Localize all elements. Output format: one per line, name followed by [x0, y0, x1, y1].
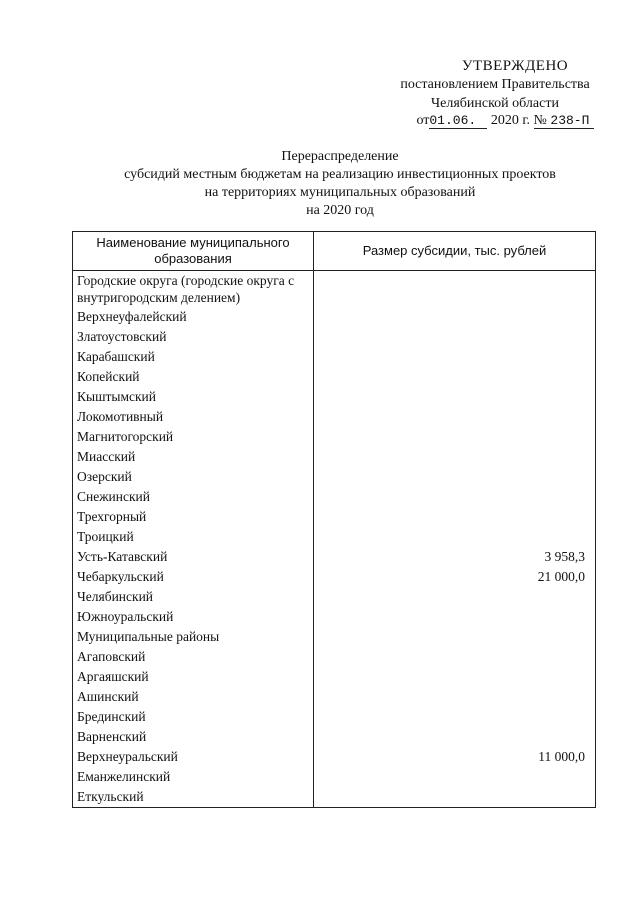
- table-row: [73, 627, 596, 647]
- subsidy-amount: [314, 787, 596, 808]
- subsidy-amount: [314, 687, 596, 707]
- municipality-name: Усть-Катавский: [73, 547, 314, 567]
- municipality-name: Городские округа (городские округа с внутригородским делением): [73, 271, 314, 308]
- subsidy-amount: 11 000,0: [314, 747, 596, 767]
- table-body: [73, 271, 596, 808]
- municipality-name: Ашинский: [73, 687, 314, 707]
- municipality-name: Копейский: [73, 367, 314, 387]
- municipality-name: Троицкий: [73, 527, 314, 547]
- table-row: [73, 407, 596, 427]
- subsidy-amount: [314, 587, 596, 607]
- table-row: [73, 667, 596, 687]
- table-row: [73, 527, 596, 547]
- decree-number: [534, 114, 594, 129]
- year-text: 2020 г.: [490, 113, 531, 128]
- subsidy-amount: [314, 627, 596, 647]
- municipality-name: Варненский: [73, 727, 314, 747]
- table-row: [73, 787, 596, 808]
- approval-title: УТВЕРЖДЕНО: [461, 58, 569, 74]
- municipality-name: Озерский: [73, 467, 314, 487]
- number-value: 238-П: [550, 113, 590, 128]
- table-row: [73, 327, 596, 347]
- municipality-name: Муниципальные районы: [73, 627, 314, 647]
- subsidy-amount: [314, 507, 596, 527]
- table-row: [73, 307, 596, 327]
- table-row: [73, 647, 596, 667]
- subsidy-amount: [314, 407, 596, 427]
- heading-line-1: Перераспределение: [281, 149, 399, 164]
- table-row: [73, 387, 596, 407]
- document-heading: [60, 148, 620, 220]
- municipality-name: Еткульский: [73, 787, 314, 808]
- table-row: [73, 347, 596, 367]
- municipality-name: Аргаяшский: [73, 667, 314, 687]
- subsidy-amount: [314, 307, 596, 327]
- municipality-name: Трехгорный: [73, 507, 314, 527]
- column-header-name: Наименование муниципального образования: [73, 232, 314, 271]
- table-row: [73, 487, 596, 507]
- subsidy-amount: [314, 527, 596, 547]
- table-row: [73, 687, 596, 707]
- table-row: [73, 547, 596, 567]
- subsidy-amount: [314, 347, 596, 367]
- municipality-name: Чебаркульский: [73, 567, 314, 587]
- municipality-name: Еманжелинский: [73, 767, 314, 787]
- municipality-name: Карабашский: [73, 347, 314, 367]
- approval-block: [380, 58, 610, 129]
- municipality-name: Челябинский: [73, 587, 314, 607]
- table-row: [73, 271, 596, 308]
- subsidy-amount: [314, 327, 596, 347]
- table-row: [73, 447, 596, 467]
- subsidy-amount: [314, 467, 596, 487]
- subsidy-amount: [314, 387, 596, 407]
- subsidy-amount: [314, 647, 596, 667]
- municipality-name: Верхнеуфалейский: [73, 307, 314, 327]
- municipality-name: Верхнеуральский: [73, 747, 314, 767]
- subsidy-amount: [314, 447, 596, 467]
- table-row: [73, 587, 596, 607]
- subsidy-amount: 3 958,3: [314, 547, 596, 567]
- table-row: [73, 727, 596, 747]
- heading-line-2: субсидий местным бюджетам на реализацию инвестиционных проектов: [124, 167, 556, 182]
- municipality-name: Златоустовский: [73, 327, 314, 347]
- table-header-row: [73, 232, 596, 271]
- subsidy-amount: [314, 707, 596, 727]
- subsidy-amount: [314, 667, 596, 687]
- approval-line-1: постановлением Правительства: [400, 77, 590, 92]
- table-row: [73, 767, 596, 787]
- subsidy-amount: [314, 487, 596, 507]
- table-row: [73, 567, 596, 587]
- table-row: [73, 467, 596, 487]
- column-header-amount: Размер субсидии, тыс. рублей: [314, 232, 596, 271]
- municipality-name: Миасский: [73, 447, 314, 467]
- table-row: [73, 747, 596, 767]
- subsidy-amount: [314, 427, 596, 447]
- number-sign: №: [533, 113, 547, 128]
- table-row: [73, 507, 596, 527]
- subsidy-amount: [314, 727, 596, 747]
- subsidy-amount: [314, 607, 596, 627]
- table-row: [73, 367, 596, 387]
- subsidy-amount: 21 000,0: [314, 567, 596, 587]
- municipality-name: Локомотивный: [73, 407, 314, 427]
- date-value: 01.06.: [429, 114, 487, 129]
- heading-line-3: на территориях муниципальных образований: [204, 185, 476, 200]
- municipality-name: Кыштымский: [73, 387, 314, 407]
- municipality-name: Магнитогорский: [73, 427, 314, 447]
- municipality-name: Брединский: [73, 707, 314, 727]
- subsidy-amount: [314, 767, 596, 787]
- municipality-name: Снежинский: [73, 487, 314, 507]
- municipality-name: Южноуральский: [73, 607, 314, 627]
- heading-line-4: на 2020 год: [306, 203, 374, 218]
- table-row: [73, 427, 596, 447]
- subsidy-amount: [314, 271, 596, 308]
- table-row: [73, 607, 596, 627]
- subsidy-amount: [314, 367, 596, 387]
- approval-line-2: Челябинской области: [431, 96, 559, 111]
- date-prefix: от: [416, 113, 430, 128]
- subsidy-table: [72, 231, 596, 808]
- municipality-name: Агаповский: [73, 647, 314, 667]
- table-row: [73, 707, 596, 727]
- approval-date-line: [400, 113, 610, 129]
